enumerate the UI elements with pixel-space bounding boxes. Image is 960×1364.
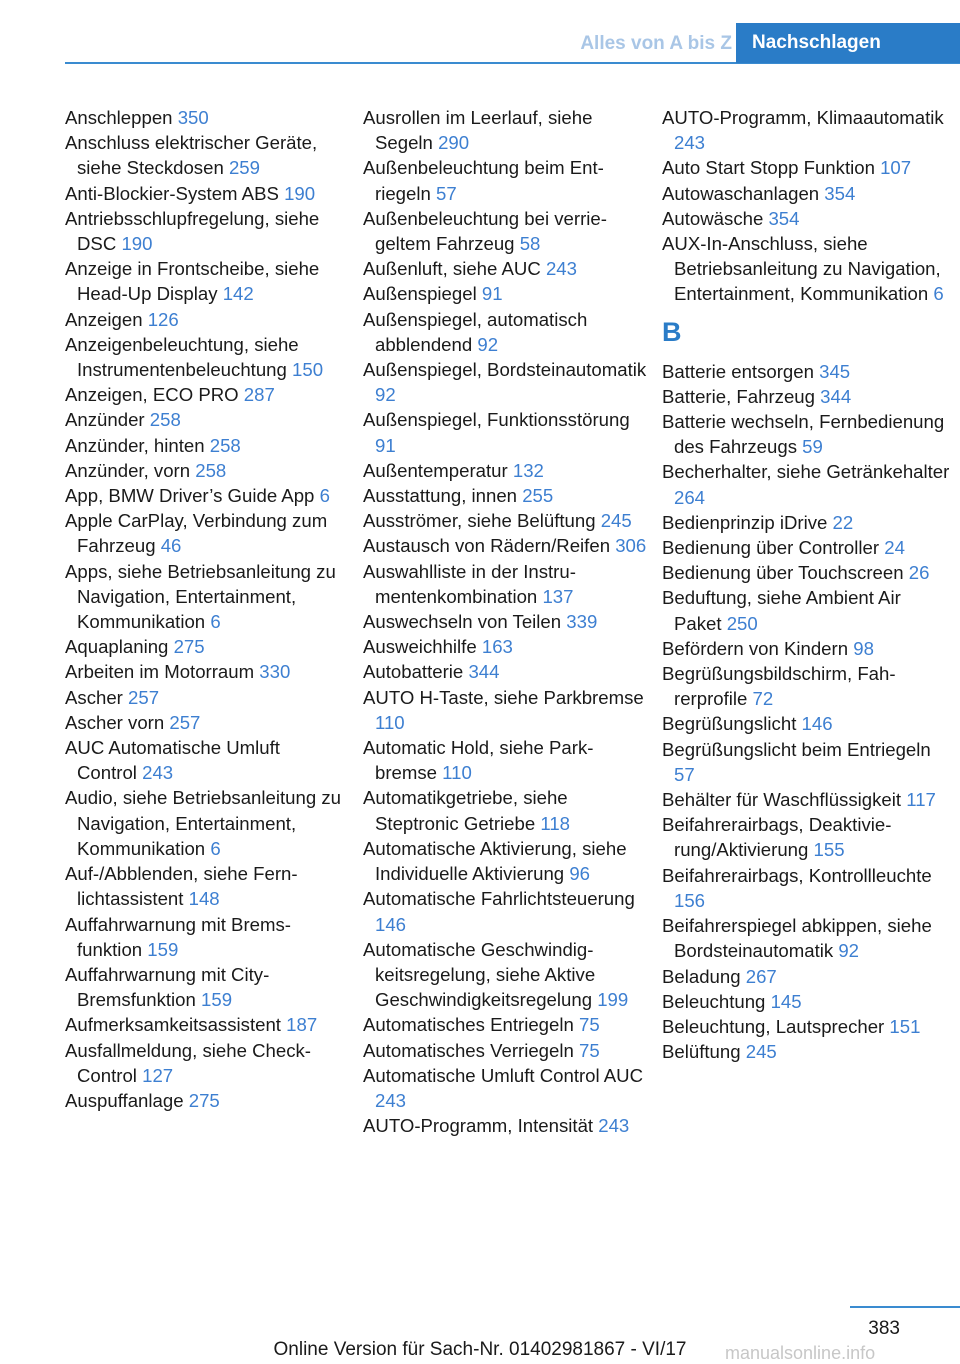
index-entry [662, 359, 952, 384]
index-term: AUTO-Programm, Intensität [363, 1115, 599, 1137]
header-section-title[interactable]: Alles von A bis Z [580, 33, 732, 54]
page-link[interactable]: 146 [801, 713, 833, 735]
footer-rule [850, 1306, 960, 1308]
page-link[interactable]: 190 [121, 233, 153, 255]
index-term: App, BMW Driver’s Guide App [65, 485, 320, 507]
index-entry [662, 155, 952, 180]
page-link[interactable]: 75 [579, 1039, 600, 1061]
page-link[interactable]: 132 [512, 459, 544, 481]
index-term: Befördern von Kindern [662, 637, 854, 659]
page-link[interactable]: 350 [177, 107, 209, 128]
index-term: Becherhalter, siehe Getränkehalter [662, 461, 950, 483]
index-entry [662, 661, 952, 711]
index-entry [65, 1088, 345, 1113]
index-entry [662, 384, 952, 409]
index-entry [65, 912, 345, 962]
page-link[interactable]: 330 [259, 661, 291, 683]
index-term: Automatikgetriebe, siehe Steptronic Getriebe [363, 787, 568, 834]
index-term: Begrüßungslicht [662, 713, 802, 735]
page-link[interactable]: 259 [228, 157, 260, 179]
page-link[interactable]: 98 [853, 637, 874, 659]
index-term: Bedienung über Touchscreen [662, 562, 909, 584]
index-term: Beladung [662, 965, 746, 987]
index-term: Außenspiegel, Bordsteinautomatik [363, 359, 647, 381]
page-link[interactable]: 59 [802, 436, 823, 458]
index-entry [363, 659, 648, 684]
index-entry [662, 105, 952, 155]
index-entry [65, 206, 345, 256]
page-link[interactable]: 6 [933, 283, 944, 305]
index-entry [65, 483, 345, 508]
page-link[interactable]: 190 [284, 182, 316, 204]
page-link[interactable]: 142 [222, 283, 254, 305]
index-term: Auffahrwarnung mit City-Bremsfunktion [65, 963, 270, 1011]
page-link[interactable]: 345 [819, 360, 851, 382]
index-entry [65, 433, 345, 458]
page-link[interactable]: 159 [201, 989, 233, 1011]
page-link[interactable]: 243 [142, 762, 174, 784]
index-term: Auto Start Stopp Funktion [662, 157, 881, 179]
index-entry [65, 659, 345, 684]
index-entry [662, 1014, 952, 1039]
index-term: AUX-In-Anschluss, siehe Betriebsanleitung zu Navigation, Entertainment, Kommunikation [662, 233, 941, 305]
page-link[interactable]: 137 [542, 585, 574, 607]
index-entry [363, 206, 648, 256]
index-entry [662, 787, 952, 812]
index-term: Ausströmer, siehe Belüftung [363, 510, 601, 532]
index-term: Auspuffanlage [65, 1089, 189, 1111]
index-term: Anschluss elektrischer Geräte, siehe Steckdosen [65, 132, 318, 179]
index-entry [662, 812, 952, 862]
index-term: Anschleppen [65, 107, 178, 128]
index-entry [662, 711, 952, 736]
index-entry [363, 559, 648, 609]
index-entry [65, 1038, 345, 1088]
index-entry [363, 281, 648, 306]
page-link[interactable]: 275 [188, 1089, 220, 1111]
page-link[interactable]: 258 [149, 409, 181, 431]
page-link[interactable]: 146 [375, 913, 407, 935]
index-entry [65, 256, 345, 306]
index-term: Beifahrerairbags, Kontrollleuchte [662, 864, 932, 886]
page-link[interactable]: 275 [173, 636, 205, 658]
index-entry [65, 181, 345, 206]
index-entry [363, 483, 648, 508]
page-link[interactable]: 243 [598, 1115, 630, 1137]
index-term: Automatisches Entriegeln [363, 1014, 580, 1036]
index-entry [65, 307, 345, 332]
index-term: Automatische Umluft Control AUC [363, 1064, 644, 1086]
index-entry [662, 636, 952, 661]
index-entry [363, 634, 648, 659]
page-link[interactable]: 92 [838, 940, 860, 962]
page-link[interactable]: 290 [438, 132, 470, 154]
index-entry [65, 559, 345, 635]
page-link[interactable]: 57 [674, 763, 695, 785]
index-entry [662, 181, 952, 206]
index-term: Batterie, Fahrzeug [662, 385, 821, 407]
index-term: Bedienung über Controller [662, 537, 885, 559]
index-entry [662, 459, 952, 509]
index-entry [65, 634, 345, 659]
page-link[interactable]: 250 [726, 612, 758, 634]
index-entry [363, 407, 648, 457]
page-link[interactable]: 72 [752, 688, 774, 710]
page-link[interactable]: 267 [745, 965, 777, 987]
page-link[interactable]: 6 [210, 611, 221, 633]
page-link[interactable]: 126 [147, 308, 179, 330]
index-term: Automatische Fahrlichtsteuerung [363, 888, 635, 910]
index-term: Außenspiegel, Funktionsstörung [363, 409, 630, 431]
index-term: Außenluft, siehe AUC [363, 258, 546, 280]
index-entry [65, 458, 345, 483]
index-column-3 [662, 105, 952, 1064]
page-link[interactable]: 245 [600, 510, 632, 532]
page-link[interactable]: 243 [674, 132, 706, 154]
index-term: Antriebsschlupfregelung, siehe DSC [65, 207, 320, 255]
page-link[interactable]: 118 [540, 812, 571, 834]
index-entry [363, 357, 648, 407]
index-term: Anzünder, hinten [65, 434, 210, 456]
page-link[interactable]: 145 [770, 990, 802, 1012]
page-link[interactable]: 159 [147, 938, 179, 960]
page-link[interactable]: 245 [745, 1041, 777, 1063]
index-term: Automatische Aktivierung, siehe Individuelle Aktivierung [363, 837, 627, 885]
index-entry [65, 962, 345, 1012]
index-term: Autowaschanlagen [662, 182, 825, 204]
index-entry [363, 609, 648, 634]
index-entry [363, 1113, 648, 1138]
page-link[interactable]: 92 [477, 333, 499, 355]
index-term: Beifahrerairbags, Deaktivierung/Aktivierung [662, 814, 892, 861]
page-link[interactable]: 354 [768, 207, 800, 229]
page-link[interactable]: 127 [142, 1064, 174, 1086]
index-entry [363, 1063, 648, 1113]
index-entry [662, 535, 952, 560]
index-entry [662, 913, 952, 963]
index-term: Anzeigen, ECO PRO [65, 384, 244, 406]
index-entry [65, 861, 345, 911]
page-number: 383 [868, 1318, 900, 1339]
index-term: Anzeigen [65, 308, 148, 330]
page-link[interactable]: 24 [884, 537, 905, 559]
page-link[interactable]: 243 [375, 1089, 407, 1111]
index-term: AUC Automatische Umluft Control [65, 737, 280, 784]
page-link[interactable]: 151 [889, 1015, 921, 1037]
index-entry [363, 685, 648, 735]
page-link[interactable]: 150 [292, 359, 324, 381]
index-entry [363, 458, 648, 483]
index-term: Ausfallmeldung, siehe Check-Control [65, 1039, 311, 1086]
index-entry [363, 307, 648, 357]
page-link[interactable]: 91 [375, 434, 396, 456]
index-term: Aquaplaning [65, 636, 174, 658]
index-entry [363, 155, 648, 205]
index-entry [363, 1038, 648, 1063]
index-term: Arbeiten im Motorraum [65, 661, 260, 683]
index-term: Anti-Blockier-System ABS [65, 182, 285, 204]
index-entry [662, 737, 952, 787]
index-term: Autowäsche [662, 207, 769, 229]
index-entry [65, 508, 345, 558]
page-link[interactable]: 258 [195, 459, 227, 481]
page-link[interactable]: 163 [481, 636, 513, 658]
index-entry [363, 533, 648, 558]
index-term: Ausstattung, innen [363, 485, 523, 507]
footer-version-text: Online Version für Sach-Nr. 01402981867 - VI/17 [273, 1339, 687, 1360]
index-term: Apps, siehe Betriebsanleitung zu Navigation, Entertainment, Kommunikation [65, 560, 336, 633]
index-entry [662, 231, 952, 307]
page-link[interactable]: 155 [813, 839, 845, 861]
page-link[interactable]: 354 [824, 182, 856, 204]
index-term: Anzeigenbeleuchtung, siehe Instrumentenbeleuchtung [65, 333, 299, 381]
page-link[interactable]: 57 [435, 182, 457, 204]
index-entry [65, 382, 345, 407]
index-entry [65, 105, 345, 130]
index-entry [363, 1012, 648, 1037]
index-entry [65, 685, 345, 710]
index-term: Auswahlliste in der Instrumentenkombination [363, 560, 576, 607]
page-link[interactable]: 92 [375, 384, 396, 406]
header-tab-nachschlagen[interactable]: Nachschlagen [736, 23, 960, 63]
index-entry [363, 836, 648, 886]
index-term: Behälter für Waschflüssigkeit [662, 789, 907, 811]
index-term: Aufmerksamkeitsassistent [65, 1014, 287, 1036]
index-entry [662, 409, 952, 459]
index-term: AUTO H-Taste, siehe Parkbremse [363, 686, 644, 708]
index-entry [65, 735, 345, 785]
page-link[interactable]: 258 [209, 434, 241, 456]
index-entry [363, 785, 648, 835]
index-entry [65, 407, 345, 432]
index-term: Beifahrerspiegel abkippen, siehe Bordsteinautomatik [662, 915, 932, 962]
page-link[interactable]: 107 [880, 157, 912, 179]
index-entry [363, 508, 648, 533]
index-term: Außenspiegel [363, 283, 482, 305]
index-term: Ascher [65, 686, 129, 708]
index-term: Anzeige in Frontscheibe, siehe Head-Up Display [65, 258, 320, 305]
index-entry [363, 256, 648, 281]
page-link[interactable]: 339 [566, 611, 598, 633]
index-term: Autobatterie [363, 661, 469, 683]
page-link[interactable]: 117 [906, 789, 936, 811]
index-entry [363, 735, 648, 785]
index-term: Automatisches Verriegeln [363, 1039, 580, 1061]
page-link[interactable]: 6 [319, 485, 330, 507]
index-term: Anzünder, vorn [65, 459, 196, 481]
index-term: Beduftung, siehe Ambient Air Paket [662, 587, 901, 634]
index-entry [662, 1039, 952, 1064]
page-link[interactable]: 46 [160, 535, 182, 557]
page-link[interactable]: 58 [519, 233, 541, 255]
page-link[interactable]: 187 [286, 1014, 318, 1036]
index-term: AUTO-Programm, Klimaautomatik [662, 107, 944, 128]
page-link[interactable]: 306 [615, 535, 647, 557]
index-entry [662, 964, 952, 989]
page-link[interactable]: 344 [468, 661, 500, 683]
index-term: Belüftung [662, 1041, 746, 1063]
index-entry [363, 105, 648, 155]
index-term: Beleuchtung, Lautsprecher [662, 1015, 890, 1037]
index-term: Auf-/Abblenden, siehe Fernlichtassistent [65, 863, 298, 910]
page-link[interactable]: 287 [243, 384, 275, 406]
index-entry [65, 130, 345, 180]
index-column-1 [65, 105, 345, 1113]
index-term: Außenbeleuchtung beim Entriegeln [363, 157, 604, 204]
page-link[interactable]: 22 [832, 511, 854, 533]
index-term: Automatic Hold, siehe Parkbremse [363, 737, 594, 784]
page-link[interactable]: 110 [375, 711, 405, 733]
index-term: Außenbeleuchtung bei verriegeltem Fahrzeug [363, 207, 607, 255]
index-term: Automatische Geschwindigkeitsregelung, siehe Aktive Geschwindigkeitsregelung [363, 938, 598, 1011]
page-link[interactable]: 96 [569, 863, 591, 885]
index-term: Audio, siehe Betriebsanleitung zu Navigation, Entertainment, Kommunikation [65, 787, 341, 859]
index-term: Anzünder [65, 409, 150, 431]
index-term: Bedienprinzip iDrive [662, 511, 833, 533]
section-letter: B [662, 316, 682, 347]
index-term: Ascher vorn [65, 711, 170, 733]
index-term: Batterie wechseln, Fernbedienung des Fahrzeugs [662, 411, 945, 458]
page-link[interactable]: 156 [674, 889, 706, 911]
page-link[interactable]: 257 [128, 686, 160, 708]
page-link[interactable]: 199 [597, 989, 629, 1011]
page-link[interactable]: 344 [820, 385, 852, 407]
page-link[interactable]: 6 [210, 837, 221, 859]
index-entry [65, 1012, 345, 1037]
page-link[interactable]: 148 [188, 888, 220, 910]
index-entry [65, 785, 345, 861]
index-entry [662, 585, 952, 635]
page-link[interactable]: 110 [442, 762, 472, 784]
index-term: Austausch von Rädern/Reifen [363, 535, 616, 557]
index-term: Auswechseln von Teilen [363, 611, 567, 633]
index-column-2 [363, 105, 648, 1138]
watermark: manualsonline.info [725, 1343, 876, 1363]
page-link[interactable]: 255 [522, 485, 554, 507]
page-link[interactable]: 257 [169, 711, 201, 733]
index-term: Ausweichhilfe [363, 636, 482, 658]
index-term: Außenspiegel, automatisch abblendend [363, 308, 588, 355]
index-entry [662, 206, 952, 231]
page-link[interactable]: 91 [481, 283, 503, 305]
index-term: Außentemperatur [363, 459, 513, 481]
page-link[interactable]: 243 [545, 258, 577, 280]
index-term: Apple CarPlay, Verbindung zum Fahrzeug [65, 510, 328, 557]
index-term: Beleuchtung [662, 990, 771, 1012]
index-entry [363, 886, 648, 936]
index-term: Auffahrwarnung mit Bremsfunktion [65, 913, 291, 960]
index-entry [662, 989, 952, 1014]
index-entry [363, 937, 648, 1013]
page-link[interactable]: 75 [579, 1014, 600, 1036]
index-term: Ausrollen im Leerlauf, siehe Segeln [363, 107, 593, 154]
index-term: Batterie entsorgen [662, 360, 820, 382]
index-entry [662, 510, 952, 535]
index-entry [65, 332, 345, 382]
page-link[interactable]: 26 [908, 562, 930, 584]
index-entry [662, 560, 952, 585]
index-term: Begrüßungslicht beim Entriegeln [662, 738, 931, 760]
index-term: Begrüßungsbildschirm, Fahrerprofile [662, 663, 896, 710]
page-link[interactable]: 264 [674, 486, 706, 508]
index-entry [65, 710, 345, 735]
index-entry [662, 863, 952, 913]
